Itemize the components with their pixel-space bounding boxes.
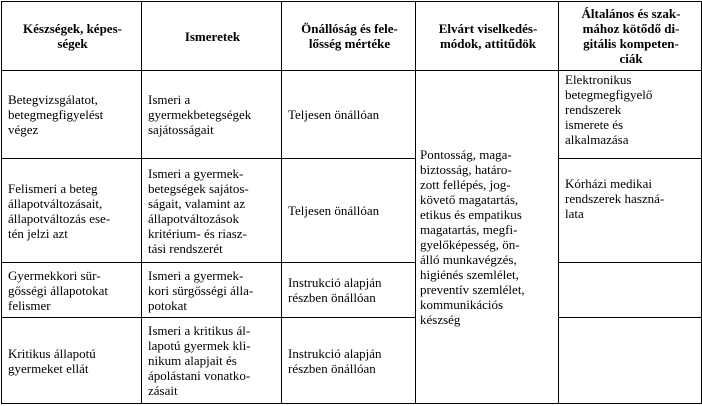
cell-autonomy: Instrukció alapján részben önállóan xyxy=(282,263,416,318)
cell-knowledge: Ismeri a gyermekbetegségek sajátosságait xyxy=(142,71,282,159)
competency-table xyxy=(1,1,702,404)
cell-autonomy: Teljesen önállóan xyxy=(282,159,416,263)
table-row xyxy=(2,263,702,318)
header-knowledge: Ismeretek xyxy=(142,2,282,71)
header-skills: Készségek, képes- ségek xyxy=(2,2,142,71)
cell-digital: Kórházi medikai rendszerek haszná- lata xyxy=(559,159,702,263)
header-row xyxy=(2,2,702,71)
cell-autonomy: Instrukció alapján részben önállóan xyxy=(282,318,416,404)
cell-digital: Elektronikus betegmegfigyelő rendszerek ismerete és alkalmazása xyxy=(559,71,702,159)
cell-digital xyxy=(559,318,702,404)
cell-autonomy: Teljesen önállóan xyxy=(282,71,416,159)
cell-skill: Gyermekkori sür- gősségi állapotokat felismer xyxy=(2,263,142,318)
header-digital: Általános és szak- mához kötődő di- gitális kompeten- ciák xyxy=(559,2,702,71)
table-row xyxy=(2,159,702,263)
table-row xyxy=(2,71,702,159)
cell-skill: Kritikus állapotú gyermeket ellát xyxy=(2,318,142,404)
header-autonomy: Önállóság és fele- lősség mértéke xyxy=(282,2,416,71)
header-attitudes: Elvárt viselkedés- módok, attitűdök xyxy=(416,2,559,71)
cell-attitudes: Pontosság, maga- biztosság, határo- zott fellépés, jog- követő magatartás, etikus és empatikus magatartás, megfi- gyelőképesség, ön- álló munkavégzés, higiénés szemlélet, preventív szemlélet, kommunikációs készség xyxy=(416,71,559,404)
cell-skill: Felismeri a beteg állapotváltozásait, állapotváltozás ese- tén jelzi azt xyxy=(2,159,142,263)
cell-digital xyxy=(559,263,702,318)
cell-knowledge: Ismeri a gyermek- betegségek sajátos- ságait, valamint az állapotváltozások kritérium- és riasz- tási rendszerét xyxy=(142,159,282,263)
cell-knowledge: Ismeri a gyermek- kori sürgősségi álla- potokat xyxy=(142,263,282,318)
cell-knowledge: Ismeri a kritikus ál- lapotú gyermek kli- nikum alapjait és ápolástani vonatko- zásait xyxy=(142,318,282,404)
table-row xyxy=(2,318,702,404)
cell-skill: Betegvizsgálatot, betegmegfigyelést végez xyxy=(2,71,142,159)
